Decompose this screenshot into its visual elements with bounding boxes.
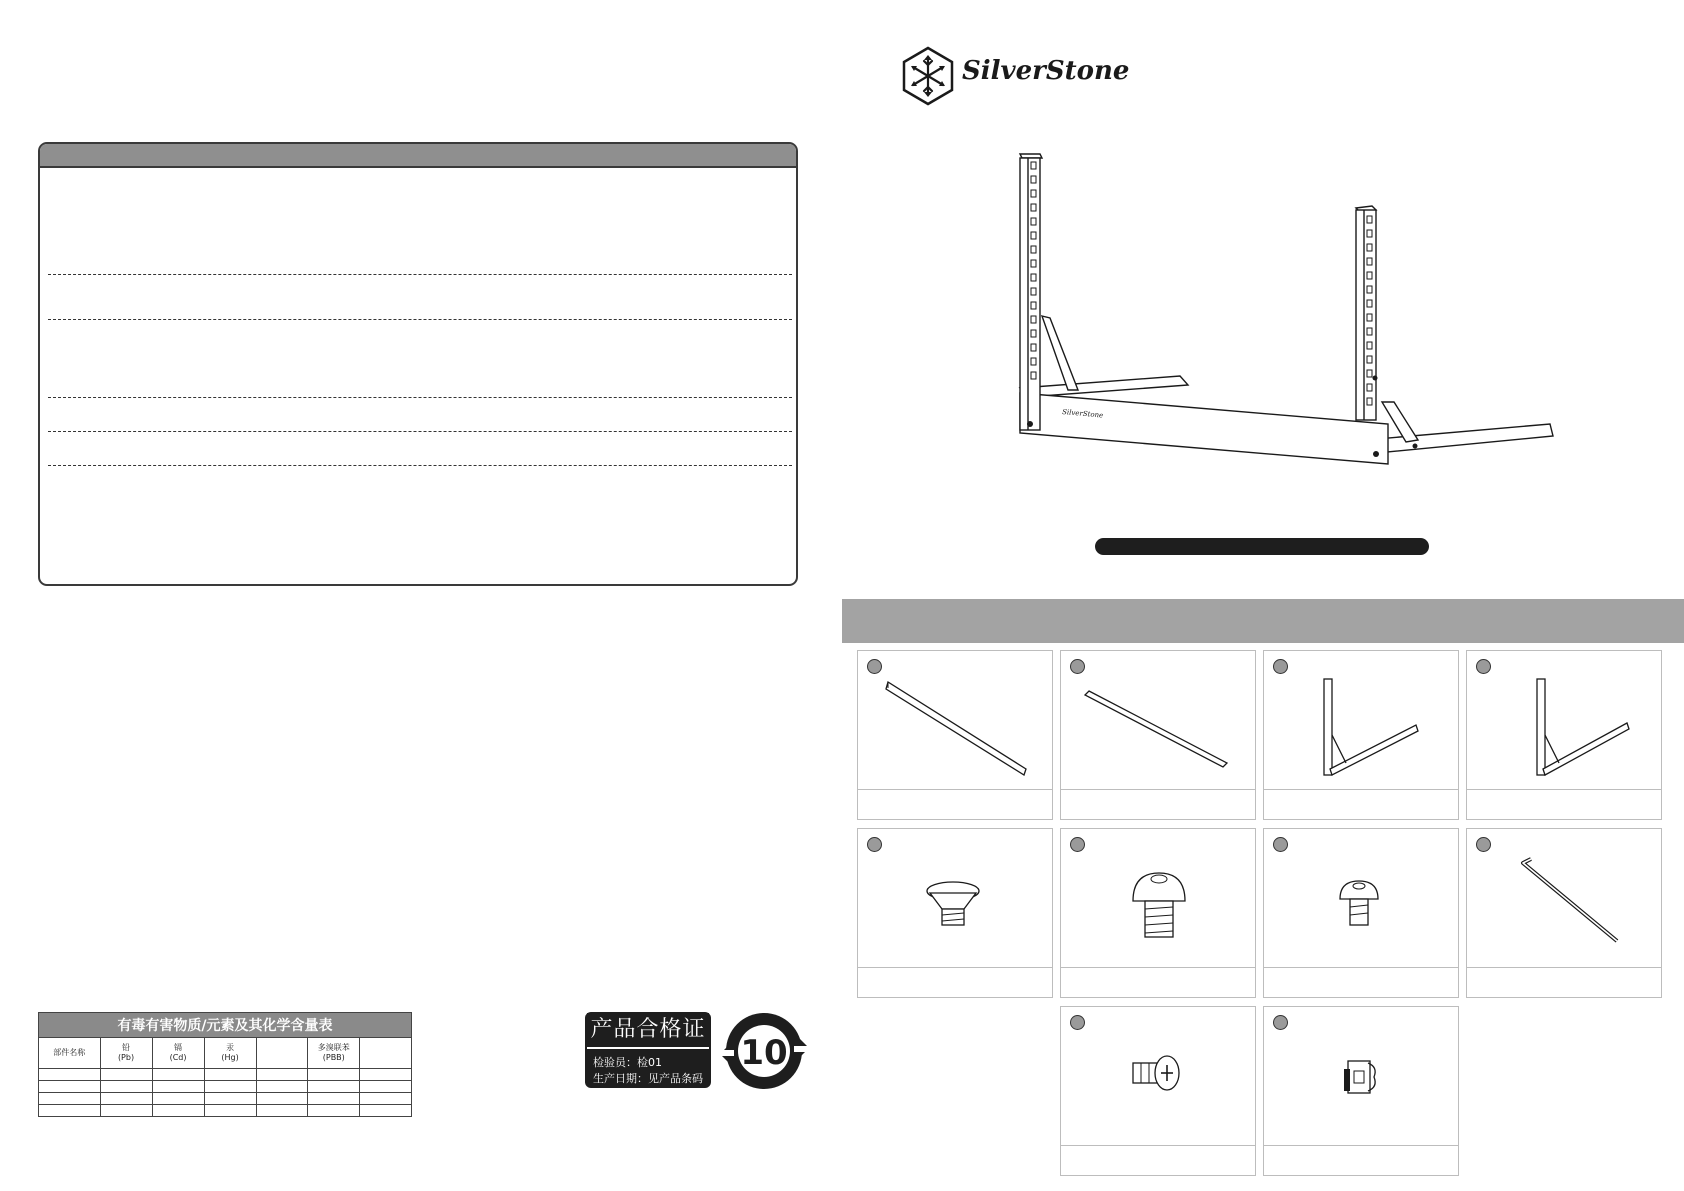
info-box-header-bar [40,144,796,168]
part-card [1060,650,1256,820]
rohs-col-blank [256,1038,308,1069]
right-rack-post-icon [1467,651,1663,791]
brand-name: SilverStone [962,56,1130,86]
part-card [1060,828,1256,998]
dashed-divider [48,465,792,466]
rohs-col-pbb: 多溴联苯 (PBB) [308,1038,360,1069]
part-label-strip [1264,789,1458,819]
snowflake-hexagon-icon [900,46,956,106]
small-button-head-screw-icon [1264,829,1460,969]
hex-key-icon [1467,829,1663,969]
rohs-col-lead: 铅 (Pb) [100,1038,152,1069]
flat-rail-icon [1061,651,1257,791]
certificate-production-date: 生产日期：见产品条码 [593,1072,703,1085]
part-label-strip [858,789,1052,819]
certificate-title: 产品合格证 [587,1013,709,1049]
flat-head-screw-icon [858,829,1054,969]
info-box [38,142,798,586]
rohs-col-mercury: 汞 (Hg) [204,1038,256,1069]
environmental-protection-period-10-badge [716,1006,814,1094]
part-label-strip [1061,967,1255,997]
open-frame-rack-illustration [990,140,1570,500]
rohs-col-part-name: 部件名称 [39,1038,101,1069]
left-rack-post-icon [1264,651,1460,791]
product-certificate [585,1012,711,1088]
figure-caption-bar [1095,538,1429,555]
silverstone-logo [900,46,1140,106]
rohs-col-blank-2 [360,1038,412,1069]
large-button-head-screw-icon [1061,829,1257,969]
dashed-divider [48,319,792,320]
dashed-divider [48,397,792,398]
part-card [1263,828,1459,998]
eco-badge-value: 10 [740,1033,788,1073]
part-label-strip [1467,967,1661,997]
part-label-strip [1264,967,1458,997]
table-row [39,1081,412,1093]
package-contents-header-band [842,599,1684,643]
rohs-table-title: 有毒有害物质/元素及其化学含量表 [39,1013,412,1038]
part-label-strip [1061,1145,1255,1175]
part-card [1060,1006,1256,1176]
rohs-hazardous-substance-table [38,1012,412,1117]
part-label-strip [1264,1145,1458,1175]
part-card [1263,650,1459,820]
dashed-divider [48,274,792,275]
part-card [857,828,1053,998]
cage-nut-icon [1264,1007,1460,1147]
rack-brand-label: SilverStone [1061,408,1104,420]
part-card [1466,828,1662,998]
table-row [39,1105,412,1117]
table-row [39,1069,412,1081]
phillips-screw-icon [1061,1007,1257,1147]
table-row [39,1093,412,1105]
certificate-inspector: 检验员：检01 [593,1056,662,1069]
part-card [1466,650,1662,820]
part-card [1263,1006,1459,1176]
part-label-strip [858,967,1052,997]
part-label-strip [1467,789,1661,819]
part-label-strip [1061,789,1255,819]
part-card [857,650,1053,820]
rohs-col-cadmium: 镉 (Cd) [152,1038,204,1069]
front-panel-bar-icon [858,651,1054,791]
dashed-divider [48,431,792,432]
